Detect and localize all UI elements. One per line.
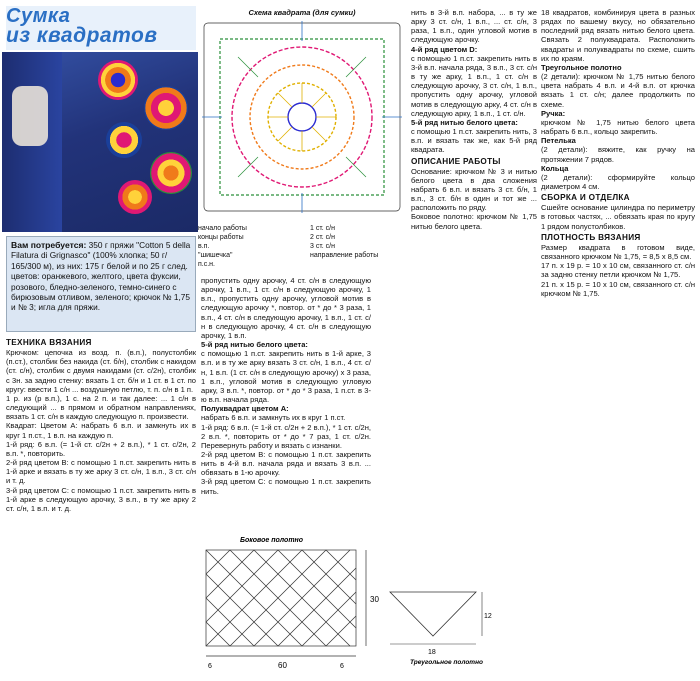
motif-flower (118, 180, 152, 214)
paragraph: Квадрат: Цветом А: набрать 6 в.п. и замкнуть их в круг 1 п.ст., 1 в.п. на каждую п. (6, 421, 196, 440)
legend-item: направление работы (310, 252, 379, 259)
section-heading: 5-й ряд нитью белого цвета: (411, 117, 518, 127)
side-panel-schematic (200, 528, 380, 674)
section-heading: ПЛОТНОСТЬ ВЯЗАНИЯ (541, 232, 641, 242)
text-column-2 (201, 276, 371, 526)
paragraph: (2 детали): крючком № 1,75 нитью белого цвета набрать 4 в.п. и 4-й в.п. от крючка вязать 1 ст. с/н; далее продолжить по схеме. (541, 72, 695, 109)
paragraph: 1-й ряд: 6 в.п. (= 1-й ст. с/2н + 2 в.п.), * 1 ст. с/2н, 2 в.п. *, повторить от * до * 7 раз, 1 ст. с/2н. Перевернуть работу и вязать с изнанки. (201, 422, 371, 450)
legend-item: "шишечка" (198, 252, 233, 259)
paragraph: Крючком: цепочка из возд. п. (в.п.), полустолбик (п.ст.), столбик без накида (ст. б/н), столбик с накидом (ст. с/н), столбик с двумя накидами (ст. с/2н), столбик с 3н. за задню стенку: вязать 1 ст. б/н и 1 ст. в 1 ст. по кругу: ввести 1 с/н ... воздушную петлю, т. п. с/н в 1 п. (6, 348, 196, 394)
motif-flower (150, 152, 192, 194)
side-panel-label: Боковое полотно (240, 537, 304, 544)
section-heading: ОПИСАНИЕ РАБОТЫ (411, 156, 501, 166)
title-line2: из квадратов (6, 24, 158, 47)
paragraph: 21 п. х 15 р. = 10 х 10 см, связанного ст. с/н крючком № 1,75. (541, 279, 695, 298)
materials-heading: Вам потребуется: (11, 240, 87, 250)
section-heading: 5-й ряд нитью белого цвета: (201, 340, 308, 350)
legend-item: начало работы (198, 225, 247, 232)
section-heading: ТЕХНИКА ВЯЗАНИЯ (6, 338, 92, 347)
paragraph: 1-й ряд: 6 в.п. (= 1-й ст. с/2н + 2 в.п.), * 1 ст. с/2н, 2 в.п. *, повторить. (6, 439, 196, 458)
paragraph: пропустить одну арочку, 4 ст. с/н в следующую арочку, 1 в.п., 1 ст. с/н в следующую арочку, 1 в.п., пропустить одну арочку, угловой мотив в следующую арочку *, повтор. от * до * 3 раза, 1 в.п., 4 ст. с/н в следующую арочку, 1 в.п., 1 ст. с/н в следующую арочку, 4 ст. с/н в следующую арочку, 1 в.п. (201, 276, 371, 340)
paragraph: Сшейте основание цилиндра по периметру в готовых частях, ... обвязать края по кругу 1 рядом полустолбиков. (541, 203, 695, 231)
legend-item: в.п. (198, 243, 210, 250)
paragraph: набрать 6 в.п. и замкнуть их в круг 1 п.ст. (201, 413, 346, 423)
paragraph: 18 квадратов, комбинируя цвета в разных рядах по вашему вкусу, но обязательно последний ряд вязать нитью белого цвета. Связать 2 полуквадрата. Расположить квадраты и полуквадраты по схеме, сшить их по краям. (541, 8, 695, 63)
paragraph: нить в 3-й в.п. набора, ... в ту же арку 3 ст. с/н, 1 в.п., ... ст. с/н, 3 раза, 1 в.п., один угловой мотив в следующую арочку. (411, 8, 537, 45)
paragraph: Размер квадрата в готовом виде, связанного крючком № 1,75, = 8,5 х 8,5 см. (541, 242, 695, 262)
materials-text: 350 г пряжи "Cotton 5 della Filatura di Grignasco" (100% хлопка; 50 г/ 165/300 м), из них: 175 г белой и по 25 г след. цветов: оранжевого, желтого, цвета фуксии, розового, бледно-зеленого, темно-синего с бирюзовым отливом, зеленого; крючок № 1,75 и № 3; игла для пряжи. (11, 240, 191, 313)
paragraph: с помощью 1 п.ст. закрепить нить в 3-й в.п. начала ряда, 3 в.п., 3 ст. с/н в ту же арку, 1 в.п., 1 ст. с/н в следующую арочку, 3 ст. с/н, 1 в.п., пропустить одну арочку, угловой мотив в следующую арку, 4 ст. с/н в следующую арку, 1 в.п., 1 ст. с/н. (411, 53, 537, 118)
legend-item: концы работы (198, 234, 244, 241)
article-title (6, 6, 196, 50)
dimension-square: 6 (340, 663, 344, 670)
paragraph: (2 детали): вяжите, как ручку на протяжении 7 рядов. (541, 145, 695, 164)
dimension-square: 6 (208, 663, 212, 670)
dimension-width: 60 (278, 661, 287, 670)
paragraph: 2-й ряд цветом В: с помощью 1 п.ст. закрепить нить в 4-й в.п. начала ряда и вязать 3 в.п. ... обвязать в 1-ю арочку. (201, 449, 371, 478)
paragraph: с помощью 1 п.ст. закрепить нить в 1-й арке, 3 в.п. и в ту же арку вязать 3 ст. с/н, 1 в.п., 4 ст. с/н, 1 в.п. (1 ст. с/н в следующую арочку) х 3 раза, 1 в.п., угловой мотив в следующую угловую арку, 3 в.п. *, повтор. от * до * 3 раза, 1 п.ст. в 3-ю в.п. начала ряда. (201, 349, 371, 405)
triangle-label: Треугольное полотно (410, 659, 483, 666)
paragraph: 1 р. из (р в.п.), 1 с. на 2 п. и так далее: ... 1 с/н в следующий ... в прямом и обратном направлениях, вязать 1 ст. с/н в каждую следующую п. произвести. (6, 393, 196, 422)
legend-item: п.с.н. (198, 261, 215, 268)
legend-item: 3 ст. с/н (310, 243, 335, 250)
paragraph: 17 п. х 19 р. = 10 х 10 см, связанного ст. с/н за задню стенку петли крючком № 1,75. (541, 261, 695, 280)
paragraph: 2-й ряд цветом В: с помощью 1 п.ст. закрепить нить в 1-й арке и вязать в ту же арку 3 ст. с/н, 1 в.п., 3 ст. с/н и т. д. (6, 458, 196, 486)
paragraph: 3-й ряд цветом С: с помощью 1 п.ст. закрепить нить. (201, 477, 371, 496)
section-heading: Ручка: (541, 108, 566, 118)
triangle-schematic (384, 584, 494, 676)
legend-item: 2 ст. с/н (310, 234, 335, 241)
motif-flower (106, 122, 142, 158)
motif-flower (98, 60, 138, 100)
title-line1: Сумка (6, 5, 71, 27)
paragraph: крючком № 1,75 нитью белого цвета набрать 6 в.п., кольцо закрепить. (541, 117, 695, 137)
dimension-height: 30 (370, 595, 379, 604)
paragraph: 3-й ряд цветом С: с помощью 1 п.ст. закрепить нить в 1-й арке в следующую арочку, 3 в.п., в ту же арку 2 ст. с/н, 1 в.п. и т. д. (6, 485, 196, 513)
square-diagram-svg (198, 17, 406, 217)
square-chart (198, 8, 406, 272)
section-heading: Кольца (541, 163, 569, 173)
text-column-3 (411, 8, 537, 582)
bag-photo (2, 52, 198, 232)
section-heading: СБОРКА И ОТДЕЛКА (541, 193, 630, 203)
section-heading: Треугольное полотно (541, 62, 622, 72)
triangle-height: 12 (484, 613, 492, 620)
section-heading: Петелька (541, 136, 576, 146)
paragraph: с помощью 1 п.ст. закрепить нить, 3 в.п. и вязать так же, как 5-й ряд квадрата. (411, 127, 537, 155)
paragraph: Боковое полотно: крючком № 1,75 нитью белого цвета. (411, 212, 537, 231)
paragraph: (2 детали): сформируйте кольцо диаметром 4 см. (541, 172, 695, 191)
section-heading: Полуквадрат цветом А: (201, 404, 289, 414)
materials-box (6, 236, 196, 332)
paragraph: Основание: крючком № 3 и нитью белого цвета в два сложения набрать 6 в.п. и вязать 3 ст. б/н, 1 в.п., 3 ст. б/н в один и тот же ... расположить по ряду. (411, 166, 537, 213)
triangle-width: 18 (428, 649, 436, 656)
motif-flower (144, 86, 188, 130)
text-column-1 (6, 336, 196, 674)
legend-item: 1 ст. с/н (310, 225, 335, 232)
text-column-4 (541, 8, 695, 674)
diagram-caption: Схема квадрата (для сумки) (248, 8, 356, 17)
section-heading: 4-й ряд цветом D: (411, 44, 478, 54)
